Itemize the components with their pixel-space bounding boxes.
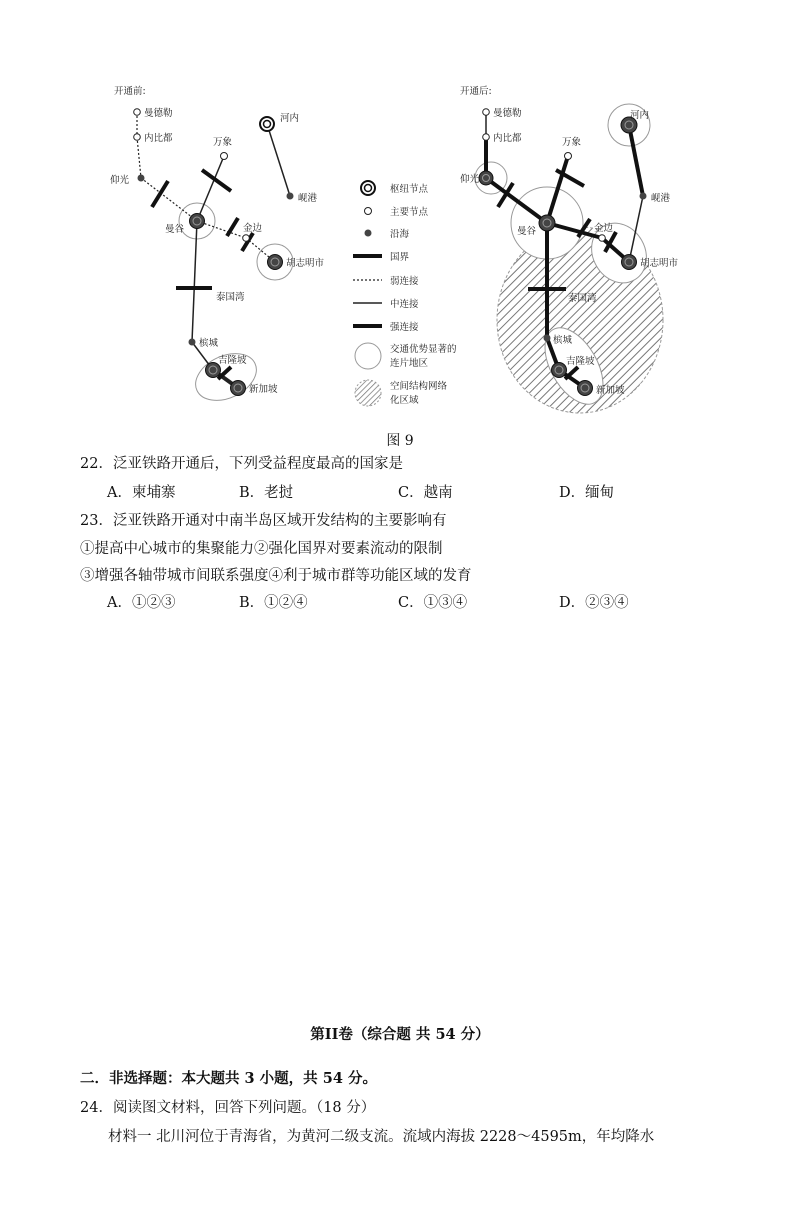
legend-label: 强连接 xyxy=(390,322,419,333)
q22-stem: 22．泛亚铁路开通后，下列受益程度最高的国家是 xyxy=(80,456,403,472)
before-label: 开通前: xyxy=(114,86,146,97)
city-label: 胡志明市 xyxy=(286,258,325,269)
city-label: 岘港 xyxy=(298,193,318,204)
network-region-icon xyxy=(355,380,381,406)
city-label: 曼谷 xyxy=(165,224,185,235)
q23-statement-line2: ③增强各轴带城市间联系强度④利于城市群等功能区域的发育 xyxy=(80,568,472,584)
major-node xyxy=(483,134,490,141)
after-label: 开通后: xyxy=(460,86,492,97)
hub-coastal-node xyxy=(231,381,246,396)
city-label: 金边 xyxy=(594,223,614,234)
material-1: 材料一 北川河位于青海省，为黄河二级支流。流域内海拔 2228～4595m，年均降水 xyxy=(108,1129,655,1145)
hub-coastal-node xyxy=(622,255,637,270)
legend-label: 枢纽节点 xyxy=(390,184,429,195)
q22-option-c[interactable]: C．越南 xyxy=(398,485,453,501)
q22-option-d[interactable]: D．缅甸 xyxy=(559,485,615,501)
city-label: 内比都 xyxy=(144,133,173,144)
legend-label: 交通优势显著的 xyxy=(390,344,457,355)
medium-link xyxy=(267,124,290,196)
part-title: 二．非选择题：本大题共 3 小题，共 54 分。 xyxy=(80,1070,377,1087)
city-label: 曼德勒 xyxy=(144,108,173,119)
legend-label: 主要节点 xyxy=(390,207,429,218)
city-label: 岘港 xyxy=(651,193,671,204)
city-label: 内比都 xyxy=(493,133,522,144)
city-label: 曼谷 xyxy=(517,226,537,237)
legend-label: 沿海 xyxy=(390,229,410,240)
city-label: 万象 xyxy=(562,137,582,148)
major-node xyxy=(565,153,572,160)
hub-coastal-node xyxy=(539,215,555,231)
city-label: 吉隆坡 xyxy=(218,355,247,366)
q22-option-b[interactable]: B．老挝 xyxy=(239,485,294,501)
q23-option-b[interactable]: B．①②④ xyxy=(239,595,308,611)
city-label: 胡志明市 xyxy=(640,258,679,269)
q23-statement-line1: ①提高中心城市的集聚能力②强化国界对要素流动的限制 xyxy=(80,541,443,557)
major-node xyxy=(134,109,141,116)
city-label: 泰国湾 xyxy=(568,293,597,304)
coastal-node xyxy=(189,339,196,346)
figure-9 xyxy=(100,75,690,425)
major-node xyxy=(483,109,490,116)
city-label: 新加坡 xyxy=(596,385,625,396)
legend-label: 国界 xyxy=(390,252,410,263)
city-label: 河内 xyxy=(280,113,300,124)
legend-label: 弱连接 xyxy=(390,276,419,287)
major-node xyxy=(599,235,606,242)
weak-link xyxy=(137,137,141,178)
major-node xyxy=(134,134,141,141)
legend-label: 空间结构网络 xyxy=(390,381,448,392)
q23-option-a[interactable]: A．①②③ xyxy=(107,595,176,611)
hub-coastal-node xyxy=(190,214,205,229)
city-label: 仰光 xyxy=(460,174,480,185)
city-label: 槟城 xyxy=(199,338,219,349)
section-title: 第II卷（综合题 共 54 分） xyxy=(310,1026,490,1043)
q23-option-c[interactable]: C．①③④ xyxy=(398,595,468,611)
city-label: 曼德勒 xyxy=(493,108,522,119)
legend-label: 连片地区 xyxy=(390,358,429,369)
coastal-node xyxy=(287,193,294,200)
coastal-node xyxy=(544,335,551,342)
coastal-node xyxy=(640,193,647,200)
weak-link xyxy=(141,178,197,221)
coastal-node-icon xyxy=(365,230,372,237)
city-label: 泰国湾 xyxy=(216,292,245,303)
legend-label: 化区域 xyxy=(390,395,419,406)
legend-label: 中连接 xyxy=(390,299,419,310)
q23-option-d[interactable]: D．②③④ xyxy=(559,595,629,611)
medium-link xyxy=(197,156,224,221)
map-before xyxy=(110,85,325,410)
major-node-icon xyxy=(365,208,372,215)
legend xyxy=(353,181,457,406)
major-node xyxy=(243,235,250,242)
q24-stem: 24．阅读图文材料，回答下列问题。（18 分） xyxy=(80,1100,376,1116)
city-label: 万象 xyxy=(213,137,233,148)
coastal-node xyxy=(138,175,145,182)
city-label: 吉隆坡 xyxy=(566,356,595,367)
city-label: 仰光 xyxy=(110,175,130,186)
hub-coastal-node xyxy=(578,381,593,396)
city-label: 河内 xyxy=(630,110,650,121)
border xyxy=(152,181,168,207)
city-label: 槟城 xyxy=(553,335,573,346)
q23-stem: 23．泛亚铁路开通对中南半岛区域开发结构的主要影响有 xyxy=(80,513,447,529)
hub-coastal-node xyxy=(552,363,567,378)
q22-option-a[interactable]: A．柬埔寨 xyxy=(107,485,176,501)
hub-coastal-node xyxy=(268,255,283,270)
advantage-region-icon xyxy=(355,343,381,369)
major-node xyxy=(221,153,228,160)
map-after xyxy=(460,85,679,414)
city-label: 金边 xyxy=(243,223,263,234)
hub-coastal-node xyxy=(479,171,493,185)
figure-caption: 图 9 xyxy=(386,433,414,449)
city-label: 新加坡 xyxy=(249,384,278,395)
